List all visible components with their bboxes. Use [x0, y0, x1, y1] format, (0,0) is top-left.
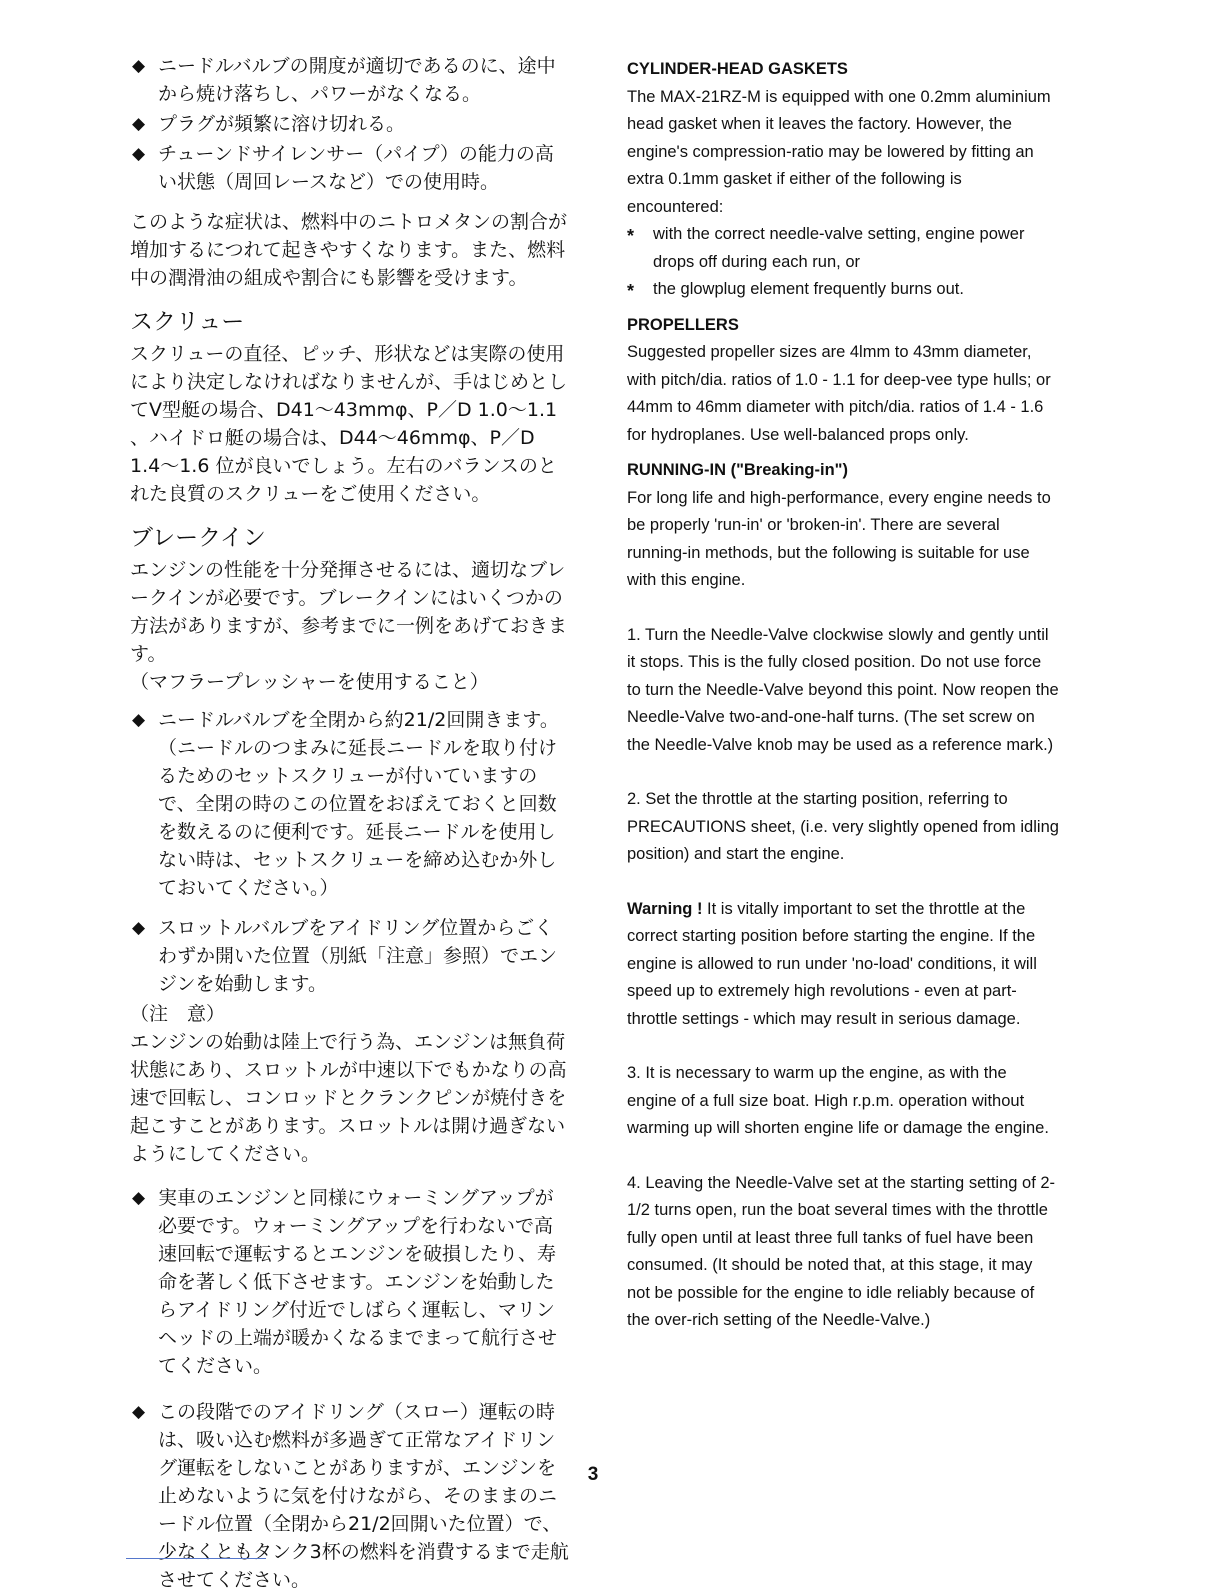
bullet-text: ニードルバルブを全閉から約21/2回開きます。（ニードルのつまみに延長ニードルを取り付けるためのセットスクリューが付いていますので、全閉の時のこの位置をおぼえておくと回数を数えるのに便利です。延長ニードルを使用しない時は、セットスクリューを締め込むか外しておいてください。）: [158, 709, 559, 899]
list-item: [130, 110, 570, 138]
list-item: [627, 221, 1059, 276]
list-item: [627, 276, 1059, 304]
breakin-note: （マフラープレッシャーを使用すること）: [130, 671, 489, 693]
running-in-heading: RUNNING-IN ("Breaking-in"): [627, 461, 848, 479]
page-number: 3: [587, 1464, 599, 1485]
list-item: [130, 1398, 570, 1594]
running-in-paragraph: For long life and high-performance, every engine needs to be properly 'run-in' or 'broken-in'. There are several running-in methods, but the following is suitable for use with this engine.: [627, 488, 1051, 589]
asterisk-bullet-icon: *: [627, 281, 635, 301]
warning-paragraph: [627, 896, 1059, 1034]
footer-divider: [126, 1558, 266, 1559]
diamond-bullet-icon: ◆: [132, 1188, 146, 1208]
step-4: 4. Leaving the Needle-Valve set at the starting setting of 2-1/2 turns open, run the boat several times with the throttle fully open until at least three full tanks of fuel have been consumed. (It should be noted that, at this stage, it may not be possible for the engine to idle reliably because of the over-rich setting of the Needle-Valve.): [627, 1173, 1056, 1329]
step-1: 1. Turn the Needle-Valve clockwise slowly and gently until it stops. This is the fully closed position. Do not use force to turn the Needle-Valve beyond this point. Now reopen the Needle-Valve two-and-one-half turns. (The set screw on the Needle-Valve knob may be used as a reference mark.): [627, 625, 1059, 754]
step-2: 2. Set the throttle at the starting position, referring to PRECAUTIONS sheet, (i.e. very slightly opened from idling position) and start the engine.: [627, 790, 1059, 863]
bullet-text: the glowplug element frequently burns out.: [653, 280, 964, 298]
caution-paragraph: エンジンの始動は陸上で行う為、エンジンは無負荷状態にあり、スロットルが中速以下でもかなりの高速で回転し、コンロッドとクランクピンが焼付きを起こすことがあります。スロットルは開け過ぎないようにしてください。: [130, 1031, 567, 1165]
bullet-text: 実車のエンジンと同様にウォーミングアップが必要です。ウォーミングアップを行わないで高速回転で運転するとエンジンを破損したり、寿命を著しく低下させます。エンジンを始動したらアイドリング付近でしばらく運転し、マリンヘッドの上端が暖かくなるまでまって航行させてください。: [158, 1187, 558, 1377]
bullet-text: プラグが頻繁に溶け切れる。: [158, 113, 406, 135]
screw-paragraph: スクリューの直径、ピッチ、形状などは実際の使用により決定しなければなりませんが、手はじめとしてV型艇の場合、D41〜43mmφ、P／D 1.0〜1.1 、ハイドロ艇の場合は、D44〜46mmφ、P／D 1.4〜1.6 位が良いでしょう。左右のバランスのとれた良質のスクリューをご使用ください。: [130, 343, 568, 505]
bullet-text: チューンドサイレンサー（パイプ）の能力の高い状態（周回レースなど）での使用時。: [158, 143, 554, 193]
screw-heading: スクリュー: [130, 309, 245, 335]
bullet-text: with the correct needle-valve setting, engine power drops off during each run, or: [653, 225, 1025, 271]
asterisk-bullet-icon: *: [627, 226, 635, 246]
english-column: [627, 56, 1059, 1335]
diamond-bullet-icon: ◆: [132, 56, 146, 76]
list-item: [130, 140, 570, 196]
bullet-text: この段階でのアイドリング（スロー）運転の時は、吸い込む燃料が多過ぎて正常なアイドリング運転をしないことがありますが、エンジンを止めないように気を付けながら、そのままのニードル位置（全閉から21/2回開いた位置）で、少なくともタンク3杯の燃料を消費するまで走航させてください。: [158, 1401, 569, 1591]
diamond-bullet-icon: ◆: [132, 144, 146, 164]
list-item: [130, 1184, 570, 1380]
breakin-paragraph: エンジンの性能を十分発揮させるには、適切なブレークインが必要です。ブレークインにはいくつかの方法がありますが、参考までに一例をあげておきます。: [130, 559, 568, 665]
diamond-bullet-icon: ◆: [132, 918, 146, 938]
step-3: 3. It is necessary to warm up the engine, as with the engine of a full size boat. High r.p.m. operation without warming up will shorten engine life or damage the engine.: [627, 1064, 1049, 1137]
gasket-paragraph: The MAX-21RZ-M is equipped with one 0.2mm aluminium head gasket when it leaves the factory. However, the engine's compression-ratio may be lowered by fitting an extra 0.1mm gasket if either of the following is encountered:: [627, 87, 1051, 216]
diamond-bullet-icon: ◆: [132, 710, 146, 730]
list-item: [130, 52, 570, 108]
diamond-bullet-icon: ◆: [132, 114, 146, 134]
propellers-heading: PROPELLERS: [627, 315, 739, 334]
diamond-bullet-icon: ◆: [132, 1402, 146, 1422]
breakin-heading: ブレークイン: [130, 525, 266, 551]
gasket-heading: CYLINDER-HEAD GASKETS: [627, 60, 848, 78]
list-item: [130, 914, 570, 998]
bullet-text: ニードルバルブの開度が適切であるのに、途中から焼け落ちし、パワーがなくなる。: [158, 55, 556, 105]
bullet-text: スロットルバルブをアイドリング位置からごくわずか開いた位置（別紙「注意」参照）でエンジンを始動します。: [158, 917, 558, 995]
caution-title: （注 意）: [130, 1003, 226, 1025]
japanese-column: [130, 52, 570, 1596]
list-item: [130, 706, 570, 902]
warning-label: Warning !: [627, 899, 703, 918]
warning-text: It is vitally important to set the throttle at the correct starting position before starting the engine. If the engine is allowed to run under 'no-load' conditions, it will speed up to extremely high revolutions - even at part-throttle settings - which may result in serious damage.: [627, 899, 1037, 1028]
propellers-paragraph: Suggested propeller sizes are 4lmm to 43mm diameter, with pitch/dia. ratios of 1.0 - 1.1 for deep-vee type hulls; or 44mm to 46mm diameter with pitch/dia. ratios of 1.4 - 1.6 for hydroplanes. Use well-balanced props only.: [627, 343, 1051, 444]
intro-paragraph: このような症状は、燃料中のニトロメタンの割合が増加するにつれて起きやすくなります。また、燃料中の潤滑油の組成や割合にも影響を受けます。: [130, 211, 568, 289]
